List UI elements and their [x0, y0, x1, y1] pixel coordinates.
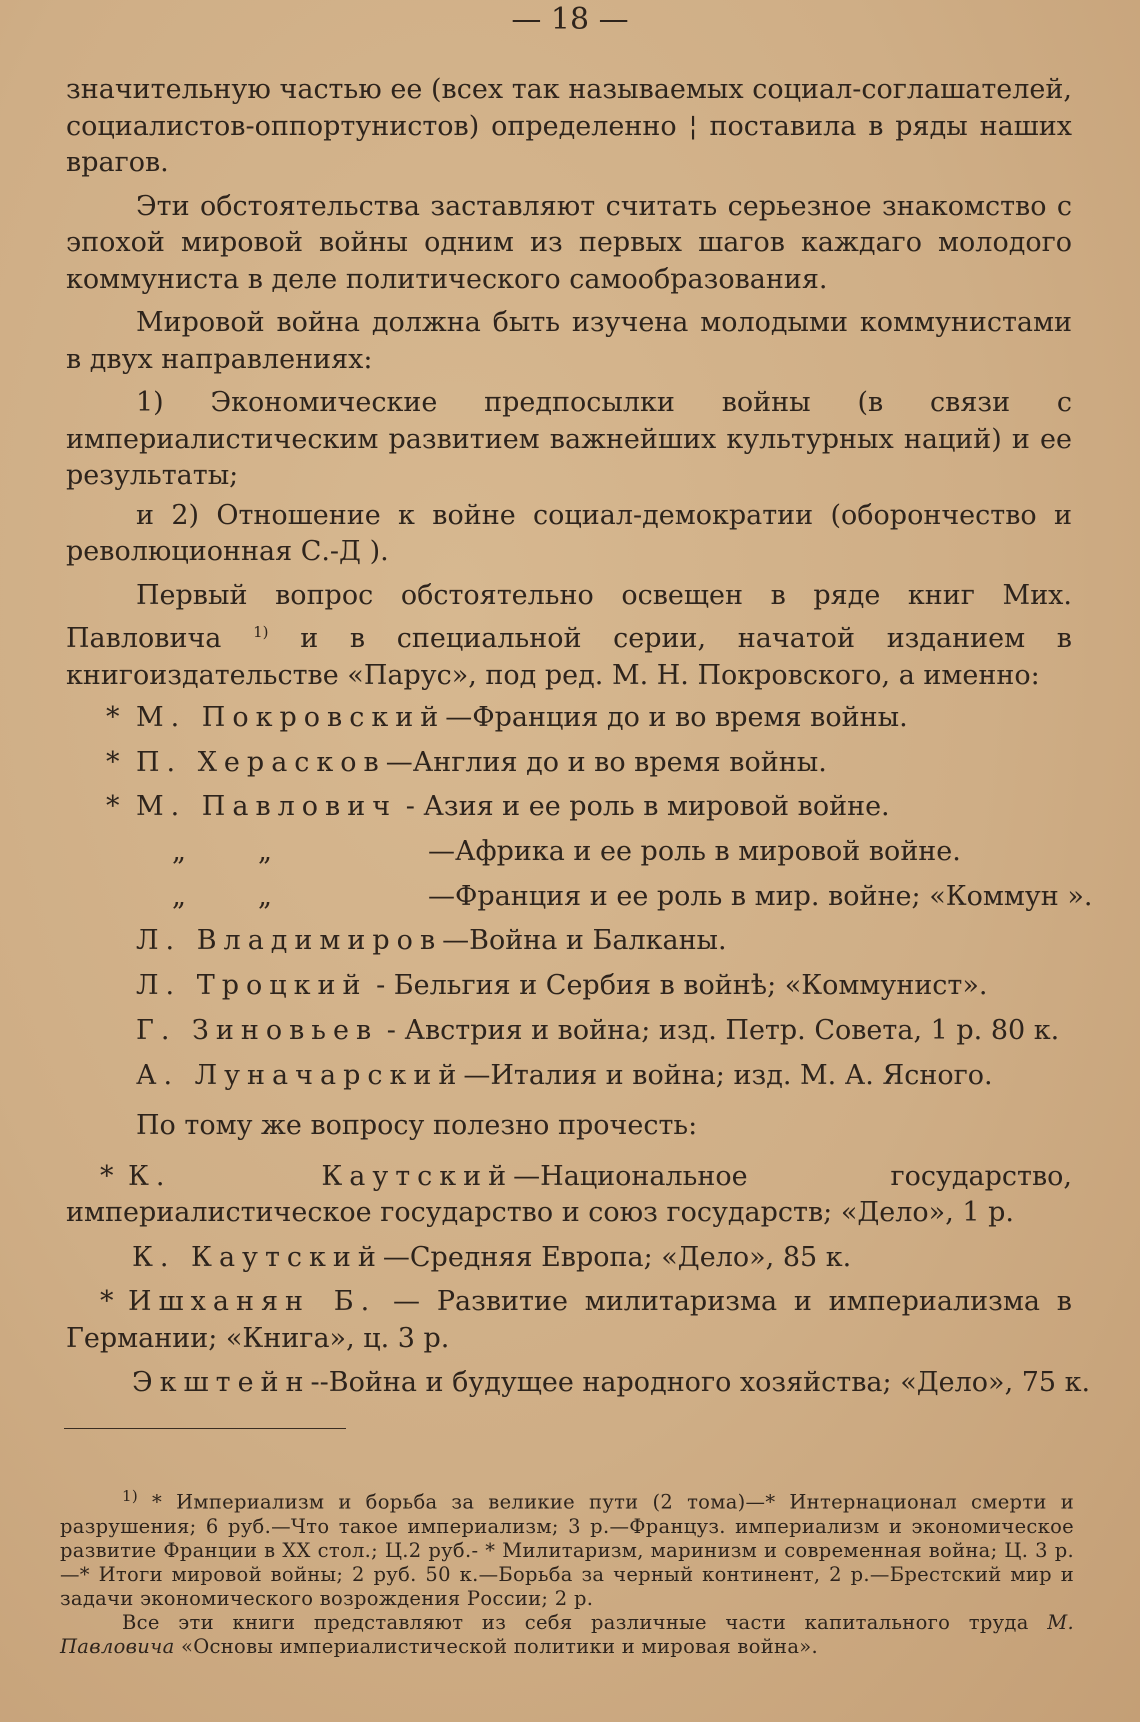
- list-star: *: [100, 1160, 114, 1192]
- paragraph-first-question: [66, 578, 1072, 695]
- list-item: [66, 741, 1072, 786]
- footnote-body: * Империализм и борьба за великие пути (2 тома)—* Интернационал смерти и разрушения; 6 руб.—Что такое империализм; 3 р.—Француз. империализм и экономическое развитие Франции в XX стол.; Ц.2 руб.- * Милитаризм, маринизм и современная война; Ц. 3 р.—* Итоги мировой войны; 2 руб. 50 к.—Борьба за черный континент, 2 р.—Брестский мир и задачи экономического возрождения России; 2 р.: [60, 1490, 1075, 1610]
- list-item: [66, 1009, 1072, 1054]
- paragraph-first-question-a: Первый вопрос обстоятельно освещен в ряде книг Мих. Павловича: [66, 579, 1072, 654]
- book-author: М. Павлович: [136, 791, 398, 823]
- main-text: [66, 72, 1093, 1402]
- list-star: *: [100, 1286, 114, 1318]
- list-item: [66, 1054, 1072, 1099]
- book-title: — Развитие милитаризма и империализма в Германии; «Книга», ц. 3 р.: [66, 1286, 1072, 1354]
- paragraph-direction-2: и 2) Отношение к войне социал-демократии (оборончество и революционная С.-Д ).: [66, 499, 1072, 567]
- list-item: [66, 696, 1072, 741]
- ditto-mark: „: [258, 836, 272, 868]
- list-star: *: [106, 746, 120, 778]
- footnote: [60, 1484, 1074, 1659]
- list-star: *: [106, 791, 120, 823]
- book-author: М. Покровский: [136, 702, 446, 733]
- paragraph-continuation: значительную частью ее (всех так называемых социал-соглашателей, социалистов-оппортунистов) определенно ¦ поставила в ряды наших врагов.: [66, 74, 1072, 178]
- bib-entry: [66, 1159, 1072, 1232]
- ditto-mark: „: [172, 836, 186, 868]
- ditto-mark: „: [258, 880, 272, 912]
- book-author: Л. Владимиров: [136, 925, 443, 957]
- list-item: [66, 785, 1072, 830]
- book-title: —Франция до и во время войны.: [445, 702, 908, 733]
- list-item: [66, 1159, 1072, 1232]
- paragraph-directions: Мировой война должна быть изучена молодыми коммунистами в двух направлениях:: [66, 307, 1072, 375]
- book-author: Экштейн: [132, 1367, 311, 1399]
- series-book-list: [66, 696, 1093, 1098]
- book-title: —Франция и ее роль в мир. войне; «Коммун ».: [428, 880, 1093, 912]
- paragraph-direction-1: 1) Экономические предпосылки войны (в связи с империалистическим развитием важнейших культурных наций) и ее результаты;: [66, 387, 1072, 491]
- book-author: Г. Зиновьев: [136, 1014, 379, 1046]
- book-title: - Австрия и война; изд. Петр. Совета, 1 р. 80 к.: [378, 1014, 1060, 1046]
- ditto-mark: „: [172, 880, 186, 912]
- book-author: П. Херасков: [136, 746, 386, 778]
- book-author: К. Каутский: [128, 1160, 514, 1192]
- book-title: —Англия до и во время войны.: [385, 746, 827, 778]
- book-author: Ишханян Б.: [128, 1286, 377, 1318]
- paragraph-circumstances: Эти обстоятельства заставляют считать серьезное знакомство с эпохой мировой войны одним из первых шагов каждаго молодого коммуниста в деле политического самообразования.: [66, 190, 1072, 295]
- book-author: К. Каутский: [132, 1241, 383, 1273]
- footnote-closing: [60, 1611, 1074, 1659]
- list-star: *: [106, 702, 120, 733]
- book-title: - Бельгия и Сербия в войнѣ; «Коммунист».: [367, 970, 988, 1002]
- footnote-text: [60, 1484, 1074, 1611]
- footnote-divider: [64, 1428, 346, 1429]
- paragraph-first-question-b: и в специальной серии, начатой изданием в книгоиздательстве «Парус», под ред. М. Н. Покровского, а именно:: [66, 623, 1072, 691]
- page-number: — 18 —: [511, 2, 629, 37]
- book-author: Л. Троцкий: [136, 970, 368, 1002]
- footnote-closing-a: Все эти книги представляют из себя различные части капитального труда: [122, 1610, 1029, 1634]
- list-item: [66, 919, 1072, 964]
- footnote-marker: 1): [122, 1487, 138, 1505]
- book-title: --Война и будущее народного хозяйства; «Дело», 75 к.: [310, 1367, 1091, 1399]
- bib-entry: [66, 1284, 1072, 1357]
- footnote-reference: 1): [253, 623, 269, 641]
- list-item: [66, 875, 1093, 920]
- footnote-closing-b: «Основы империалистической политики и мировая война».: [181, 1634, 819, 1658]
- book-title: —Национальное государство, империалистическое государство и союз государств; «Дело», 1 р.: [66, 1160, 1072, 1229]
- list-item: [66, 1365, 1091, 1402]
- footnote-author: М. Павловича: [60, 1610, 1075, 1658]
- book-title: —Война и Балканы.: [442, 925, 727, 957]
- book-author: А. Луначарский: [136, 1059, 464, 1091]
- book-title: —Африка и ее роль в мировой войне.: [428, 836, 961, 868]
- book-title: —Италия и война; изд. М. А. Ясного.: [463, 1059, 993, 1091]
- also-read-heading: По тому же вопросу полезно прочесть:: [136, 1110, 698, 1142]
- list-item: [66, 964, 1072, 1009]
- book-title: —Средняя Европа; «Дело», 85 к.: [382, 1241, 852, 1273]
- list-item: [66, 830, 1072, 875]
- list-item: [66, 1240, 1072, 1277]
- list-item: [66, 1284, 1072, 1357]
- book-title: - Азия и ее роль в мировой войне.: [397, 791, 890, 823]
